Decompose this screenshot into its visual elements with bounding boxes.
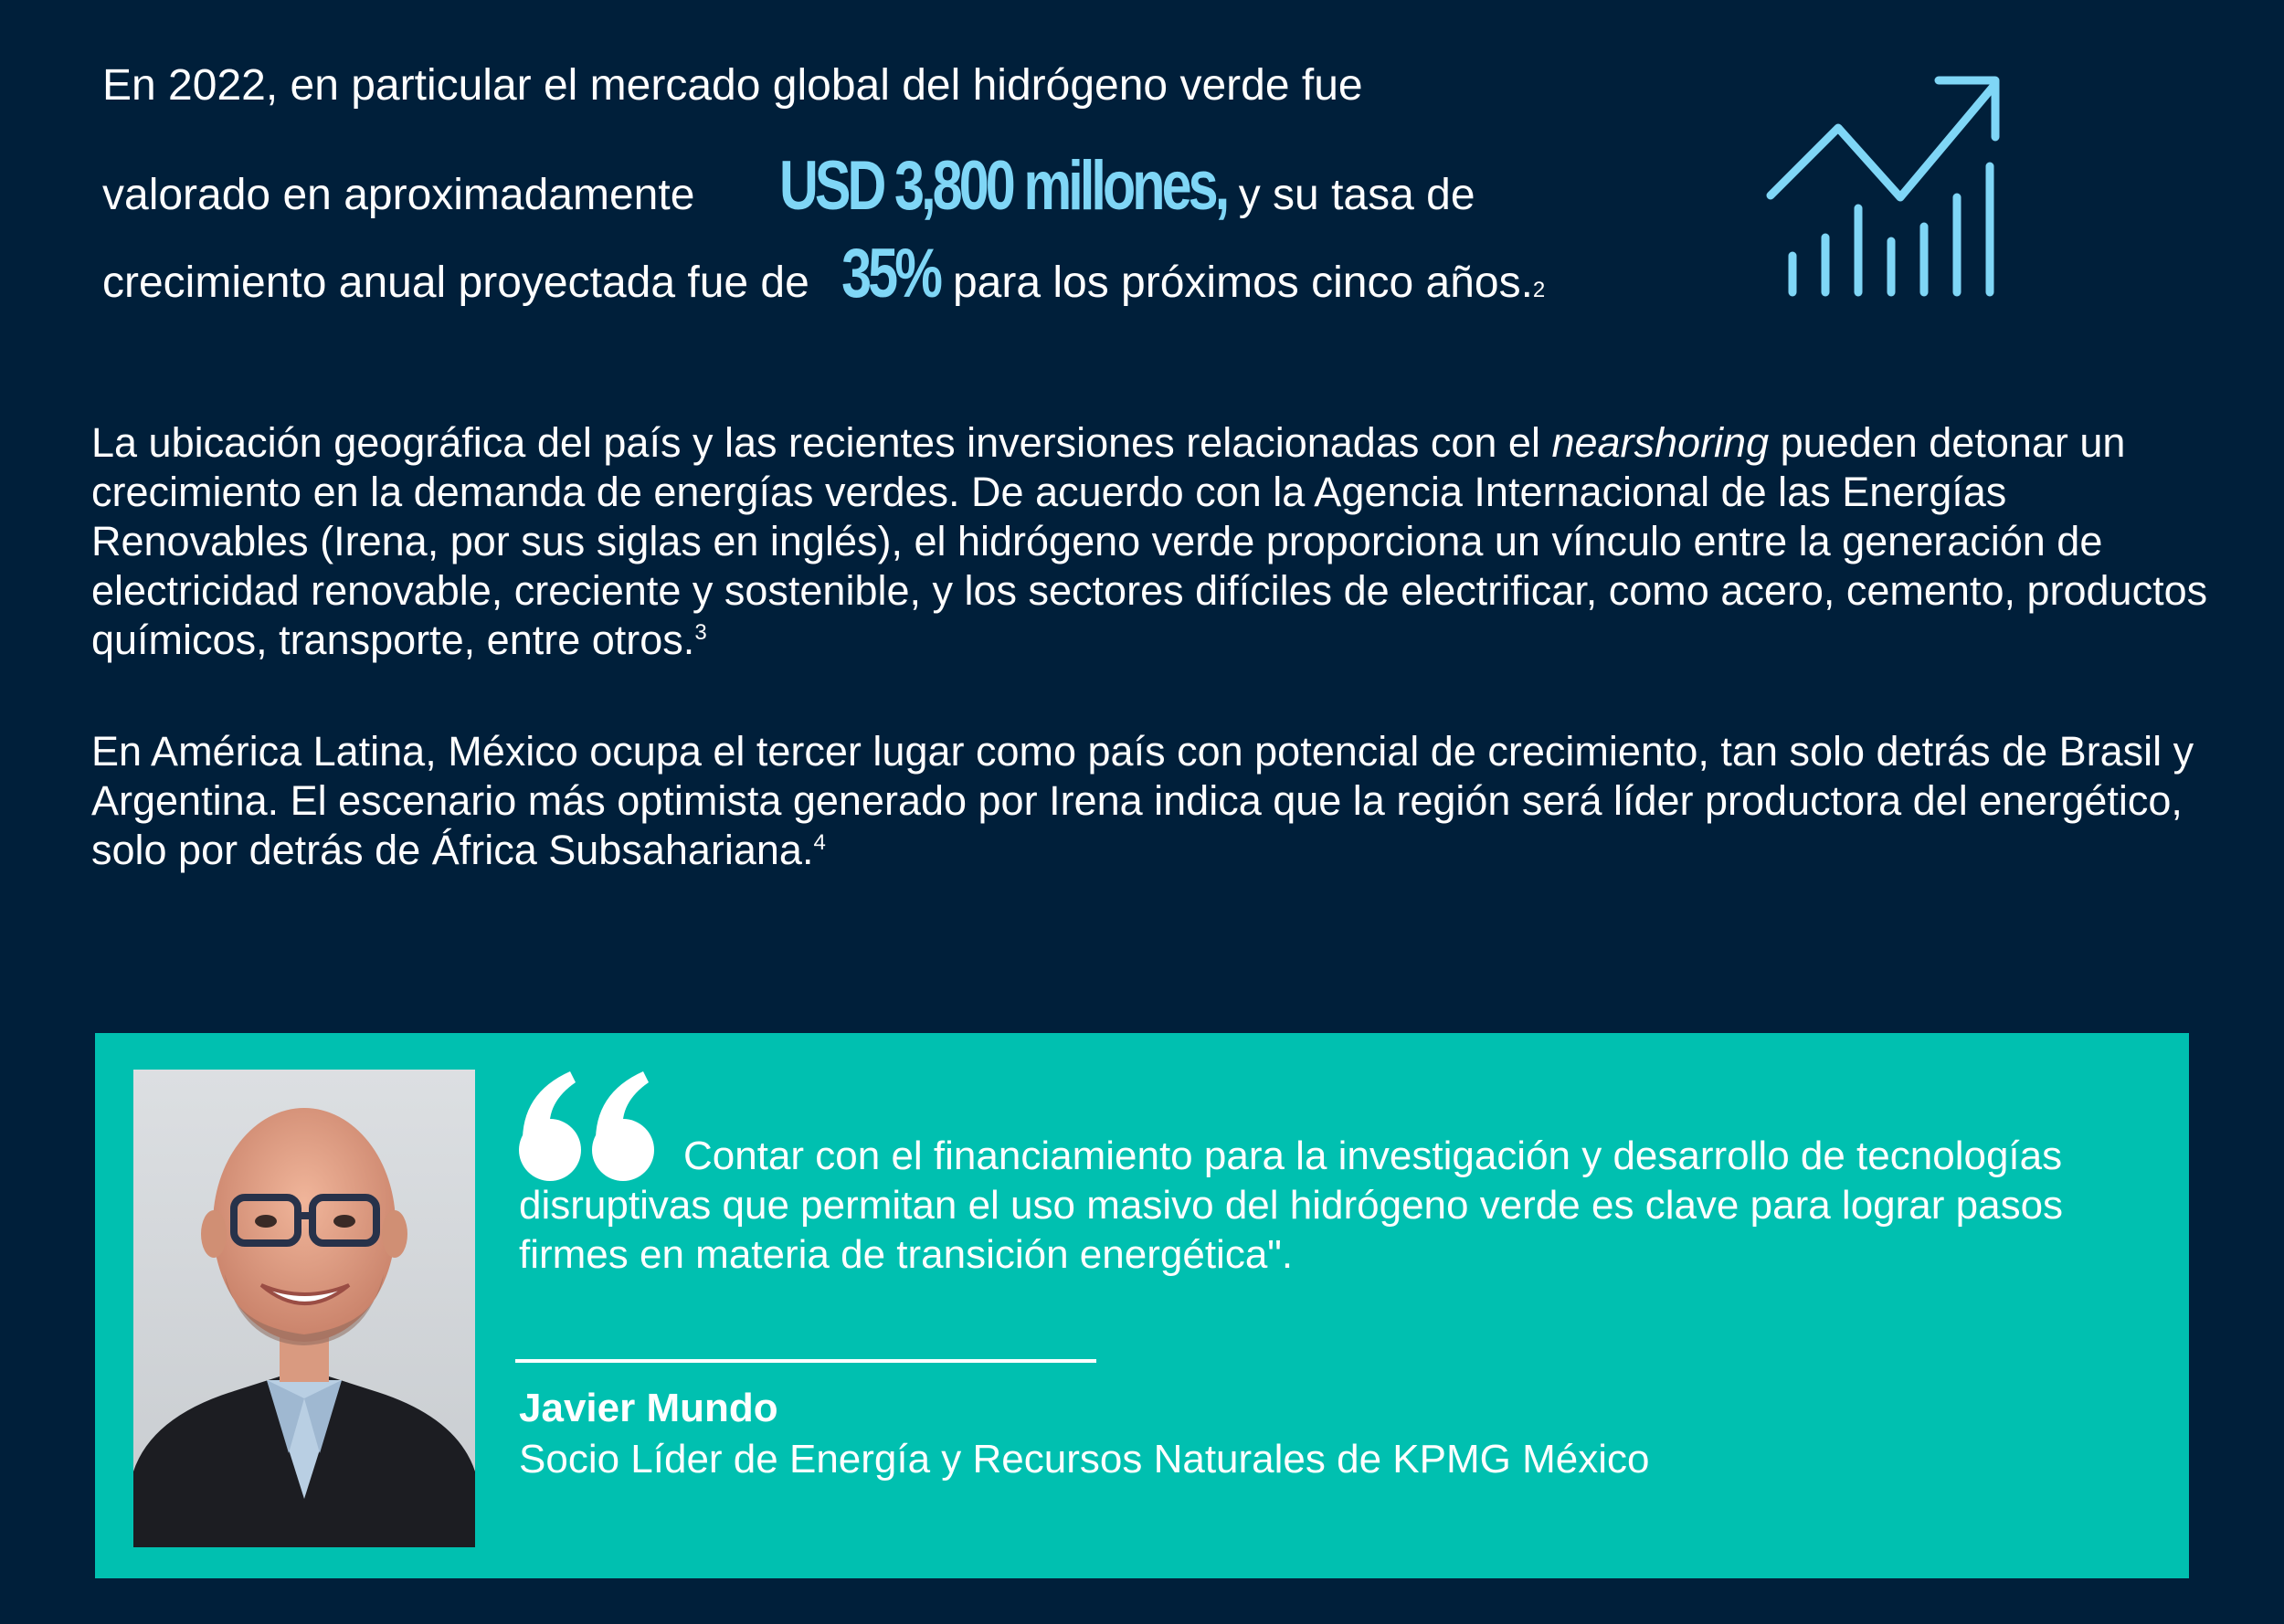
- paragraph-1-text-b: pueden detonar un crecimiento en la demanda de energías verdes. De acuerdo con la Agencia Internacional de las Energías Renovables (Irena, por sus siglas en inglés), el hidrógeno verde proporciona un vínculo entre la generación de electricidad renovable, creciente y sostenible, y los sectores difíciles de electrificar, como acero, cemento, productos químicos, transporte, entre otros.: [91, 419, 2208, 663]
- stat-text-1: En 2022, en particular el mercado global del hidrógeno verde fue: [102, 61, 1363, 110]
- highlight-growth-rate: 35%: [841, 235, 939, 312]
- stat-line-3: crecimiento anual proyectada fue de 35% para los próximos cinco años. 2: [102, 235, 1546, 312]
- paragraph-nearshoring: [91, 418, 2211, 665]
- author-role: Socio Líder de Energía y Recursos Naturales de KPMG México: [519, 1437, 1650, 1482]
- author-photo: [133, 1070, 475, 1547]
- stat-block: [102, 61, 1729, 327]
- quote-text: Contar con el financiamiento para la investigación y desarrollo de tecnologías disruptivas que permitan el uso masivo del hidrógeno verde es clave para lograr pasos firmes en materia de transición energética".: [519, 1134, 2064, 1277]
- stat-text-3a: crecimiento anual proyectada fue de: [102, 258, 809, 307]
- growth-chart-arrow-icon: [1760, 68, 2034, 305]
- stat-text-2b: y su tasa de: [1238, 171, 1475, 219]
- stat-line-1: [102, 61, 1729, 152]
- paragraph-1-text-a: La ubicación geográfica del país y las recientes inversiones relacionadas con el: [91, 419, 1552, 466]
- highlight-market-value: USD 3,800 millones,: [779, 147, 1227, 225]
- quote-divider: [515, 1359, 1096, 1363]
- author-portrait-illustration: [133, 1070, 475, 1547]
- paragraph-1-emphasis: nearshoring: [1551, 419, 1770, 466]
- stat-text-2a: valorado en aproximadamente: [102, 171, 695, 219]
- paragraph-latin-america: [91, 727, 2211, 875]
- footnote-3: 3: [694, 620, 707, 645]
- author-name: Javier Mundo: [519, 1386, 778, 1430]
- paragraph-2-text: En América Latina, México ocupa el tercer lugar como país con potencial de crecimiento, tan solo detrás de Brasil y Argentina. El escenario más optimista generado por Irena indica que la región será líder productora del energético, solo por detrás de África Subsahariana.: [91, 728, 2194, 873]
- footnote-4: 4: [813, 830, 826, 855]
- stat-text-3b: para los próximos cinco años.: [952, 258, 1533, 307]
- stat-line-2: [102, 147, 1729, 239]
- quote-card: [95, 1033, 2189, 1578]
